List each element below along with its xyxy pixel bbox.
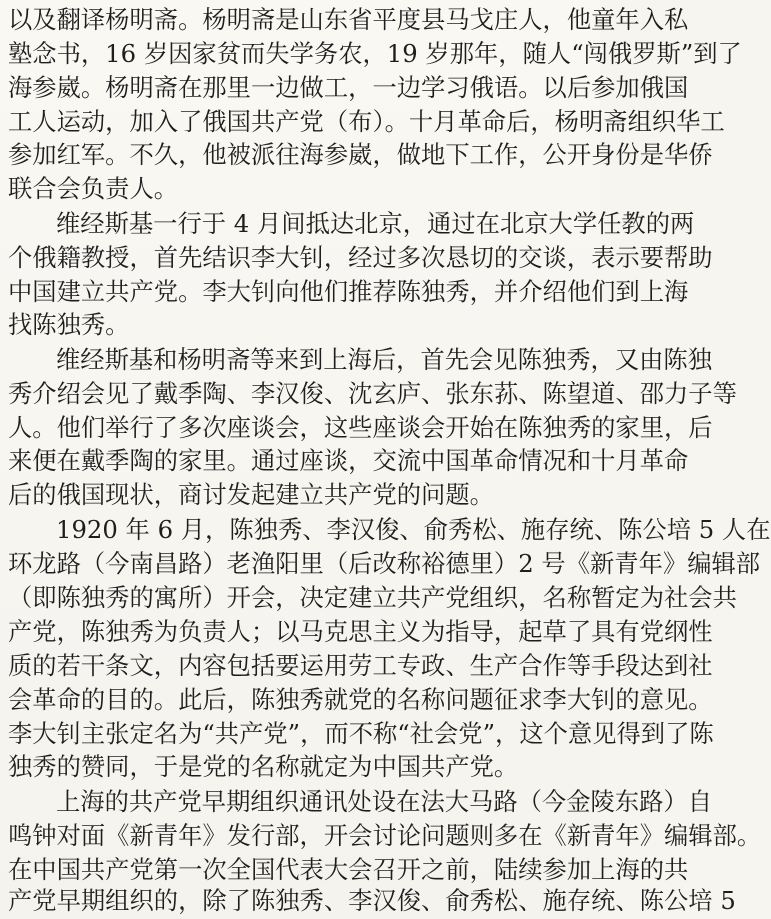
text-line: 秀介绍会见了戴季陶、李汉俊、沈玄庐、张东荪、陈望道、邵力子等 bbox=[8, 379, 737, 408]
text-line: 中国建立共产党。李大钊向他们推荐陈独秀，并介绍他们到上海 bbox=[8, 277, 689, 306]
text-line: 产党早期组织的，除了陈独秀、李汉俊、俞秀松、施存统、陈公培 5 bbox=[8, 886, 736, 915]
text-line: 在中国共产党第一次全国代表大会召开之前，陆续参加上海的共 bbox=[8, 855, 689, 884]
text-line: 鸣钟对面《新青年》发行部，开会讨论问题则多在《新青年》编辑部。 bbox=[8, 821, 762, 850]
text-line: 产党，陈独秀为负责人；以马克思主义为指导，起草了具有党纲性 bbox=[8, 617, 713, 646]
text-line: 来便在戴季陶的家里。通过座谈，交流中国革命情况和十月革命 bbox=[8, 446, 689, 475]
text-line: 塾念书，16 岁因家贫而失学务农，19 岁那年，随人“闯俄罗斯”到了 bbox=[8, 39, 742, 68]
text-line: 质的若干条文，内容包括要运用劳工专政、生产合作等手段达到社 bbox=[8, 651, 713, 680]
text-line: 独秀的赞同，于是党的名称就定为中国共产党。 bbox=[8, 752, 519, 781]
paragraph-first-line: 维经斯基和杨明斋等来到上海后，首先会见陈独秀，又由陈独 bbox=[56, 345, 713, 374]
text-line: 联合会负责人。 bbox=[8, 174, 179, 203]
text-line: 会革命的目的。此后，陈独秀就党的名称问题征求李大钊的意见。 bbox=[8, 685, 713, 714]
text-line: 后的俄国现状，商讨发起建立共产党的问题。 bbox=[8, 480, 494, 509]
text-line: 海参崴。杨明斋在那里一边做工，一边学习俄语。以后参加俄国 bbox=[8, 73, 689, 102]
text-line: 环龙路（今南昌路）老渔阳里（后改称裕德里）2 号《新青年》编辑部 bbox=[8, 549, 761, 578]
paragraph-first-line: 维经斯基一行于 4 月间抵达北京，通过在北京大学任教的两 bbox=[56, 209, 695, 238]
text-line: 工人运动，加入了俄国共产党（布）。十月革命后，杨明斋组织华工 bbox=[8, 107, 725, 136]
text-line: 人。他们举行了多次座谈会，这些座谈会开始在陈独秀的家里，后 bbox=[8, 413, 713, 442]
text-line: （即陈独秀的寓所）开会，决定建立共产党组织，名称暂定为社会共 bbox=[8, 583, 737, 612]
text-line: 参加红军。不久，他被派往海参崴，做地下工作，公开身份是华侨 bbox=[8, 140, 713, 169]
text-line: 以及翻译杨明斋。杨明斋是山东省平度县马戈庄人，他童年入私 bbox=[8, 5, 689, 34]
paragraph-first-line: 1920 年 6 月，陈独秀、李汉俊、俞秀松、施存统、陈公培 5 人在 bbox=[56, 515, 771, 544]
paragraph-first-line: 上海的共产党早期组织通讯处设在法大马路（今金陵东路）自 bbox=[56, 787, 713, 816]
text-line: 个俄籍教授，首先结识李大钊，经过多次恳切的交谈，表示要帮助 bbox=[8, 243, 713, 272]
text-line: 李大钊主张定名为“共产党”，而不称“社会党”，这个意见得到了陈 bbox=[8, 719, 714, 748]
text-line: 找陈独秀。 bbox=[8, 310, 130, 339]
